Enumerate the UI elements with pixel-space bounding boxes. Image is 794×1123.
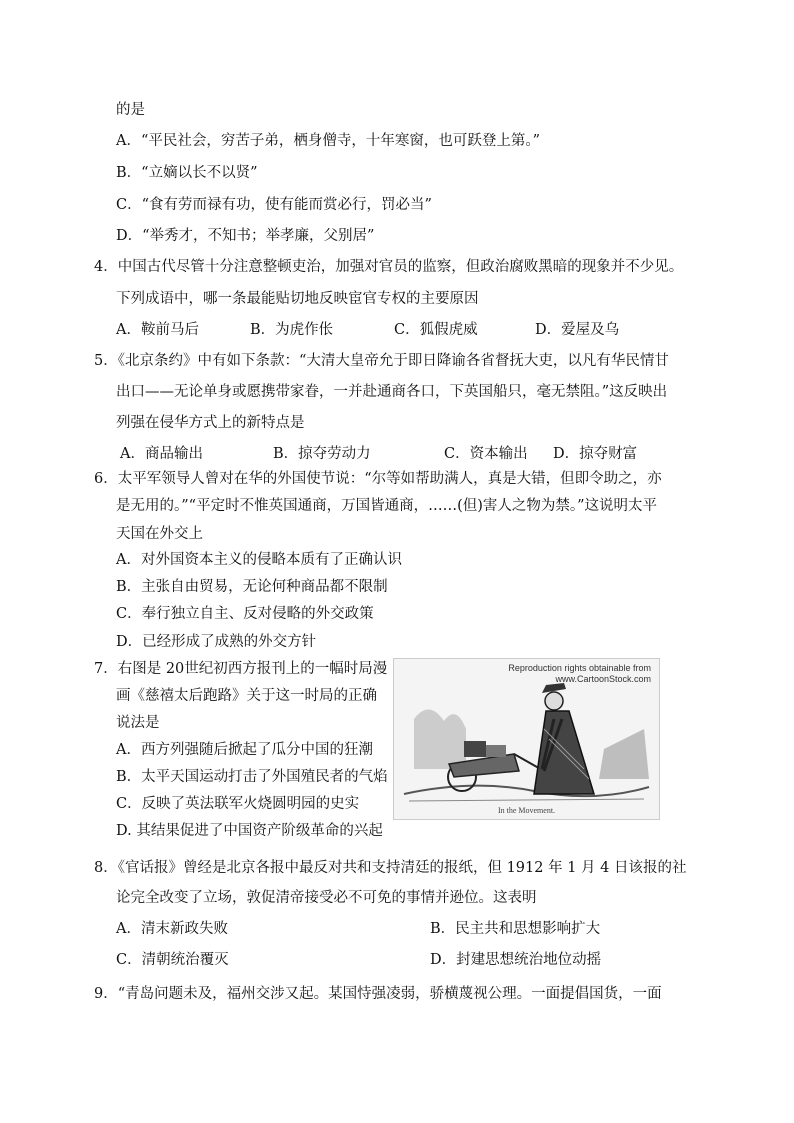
q7-stem-line2: 画《慈禧太后跑路》关于这一时局的正确 (116, 688, 377, 704)
q8-option-c: C．清朝统治覆灭 (116, 952, 229, 968)
q3-option-c: C．“食有劳而禄有功，使有能而赏必行，罚必当” (116, 197, 432, 213)
q8-stem-line2: 论完全改变了立场，敦促清帝接受必不可免的事情并逊位。这表明 (116, 890, 537, 906)
q5-stem-line1: 5．《北京条约》中有如下条款：“大清大皇帝允于即日降谕各省督抚大吏，以凡有华民情甘 (94, 353, 669, 369)
q3-option-a: A．“平民社会，穷苦子弟，栖身僧寺，十年寒窗，也可跃登上第。” (116, 133, 541, 149)
q3-option-b: B．“立嫡以长不以贤” (116, 165, 258, 181)
cartoon-banner: Reproduction rights obtainable from www.CartoonStock.com (508, 663, 651, 684)
q3-option-d: D．“举秀才，不知书；举孝廉，父别居” (116, 228, 375, 244)
q6-option-c: C．奉行独立自主、反对侵略的外交政策 (116, 606, 374, 622)
q6-stem-line1: 6．太平军领导人曾对在华的外国使节说：“尔等如帮助满人，真是大错，但即令助之，亦 (94, 471, 662, 487)
q4-option-c: C．狐假虎威 (394, 322, 478, 338)
q6-option-a: A．对外国资本主义的侵略本质有了正确认识 (116, 552, 402, 568)
q6-stem-line3: 天国在外交上 (116, 526, 203, 542)
q5-option-c: C．资本输出 (444, 446, 528, 462)
q8-stem-line1: 8．《官话报》曾经是北京各报中最反对共和支持清廷的报纸，但 1912 年 1 月 4 日该报的社 (94, 860, 687, 876)
q8-option-a: A．清末新政失败 (116, 921, 228, 937)
q5-option-b: B．掠夺劳动力 (273, 446, 371, 462)
cartoon-caption: In the Movement. (497, 806, 556, 815)
q7-option-d: D. 其结果促进了中国资产阶级革命的兴起 (116, 823, 383, 839)
q9-stem-line1: 9．“青岛问题未及，福州交涉又起。某国恃强凌弱，骄横蔑视公理。一面提倡国货，一面 (94, 986, 662, 1002)
q4-stem-line1: 4．中国古代尽管十分注意整顿吏治，加强对官员的监察，但政治腐败黑暗的现象并不少见。 (94, 259, 684, 275)
q4-option-a: A．鞍前马后 (116, 322, 199, 338)
q8-option-d: D．封建思想统治地位动摇 (430, 952, 602, 968)
q7-stem-line3: 说法是 (116, 715, 160, 731)
q7-option-a: A．西方列强随后掀起了瓜分中国的狂潮 (116, 742, 373, 758)
q5-stem-line3: 列强在侵华方式上的新特点是 (116, 415, 305, 431)
q7-option-b: B．太平天国运动打击了外国殖民者的气焰 (116, 769, 388, 785)
q4-option-d: D．爱屋及乌 (535, 322, 620, 338)
q4-option-b: B．为虎作伥 (250, 322, 334, 338)
q5-option-a: A．商品输出 (120, 446, 203, 462)
q5-option-d: D．掠夺财富 (553, 446, 638, 462)
q7-stem-line1: 7．右图是 20世纪初西方报刊上的一幅时局漫 (94, 661, 388, 677)
q4-stem-line2: 下列成语中，哪一条最能贴切地反映宦官专权的主要原因 (116, 291, 479, 307)
q6-option-d: D．已经形成了成熟的外交方针 (116, 634, 317, 650)
q7-option-c: C．反映了英法联军火烧圆明园的史实 (116, 796, 360, 812)
q6-option-b: B．主张自由贸易，无论何种商品都不限制 (116, 579, 388, 595)
q8-option-b: B．民主共和思想影响扩大 (430, 921, 601, 937)
q6-stem-line2: 是无用的。”“平定时不惟英国通商，万国皆通商，……(但)害人之物为禁。”这说明太平 (116, 498, 658, 514)
cartoon-image (393, 658, 660, 820)
q3-stem-tail: 的是 (116, 102, 145, 118)
q5-stem-line2: 出口——无论单身或愿携带家眷，一并赴通商各口，下英国船只，毫无禁阻。”这反映出 (116, 384, 668, 400)
